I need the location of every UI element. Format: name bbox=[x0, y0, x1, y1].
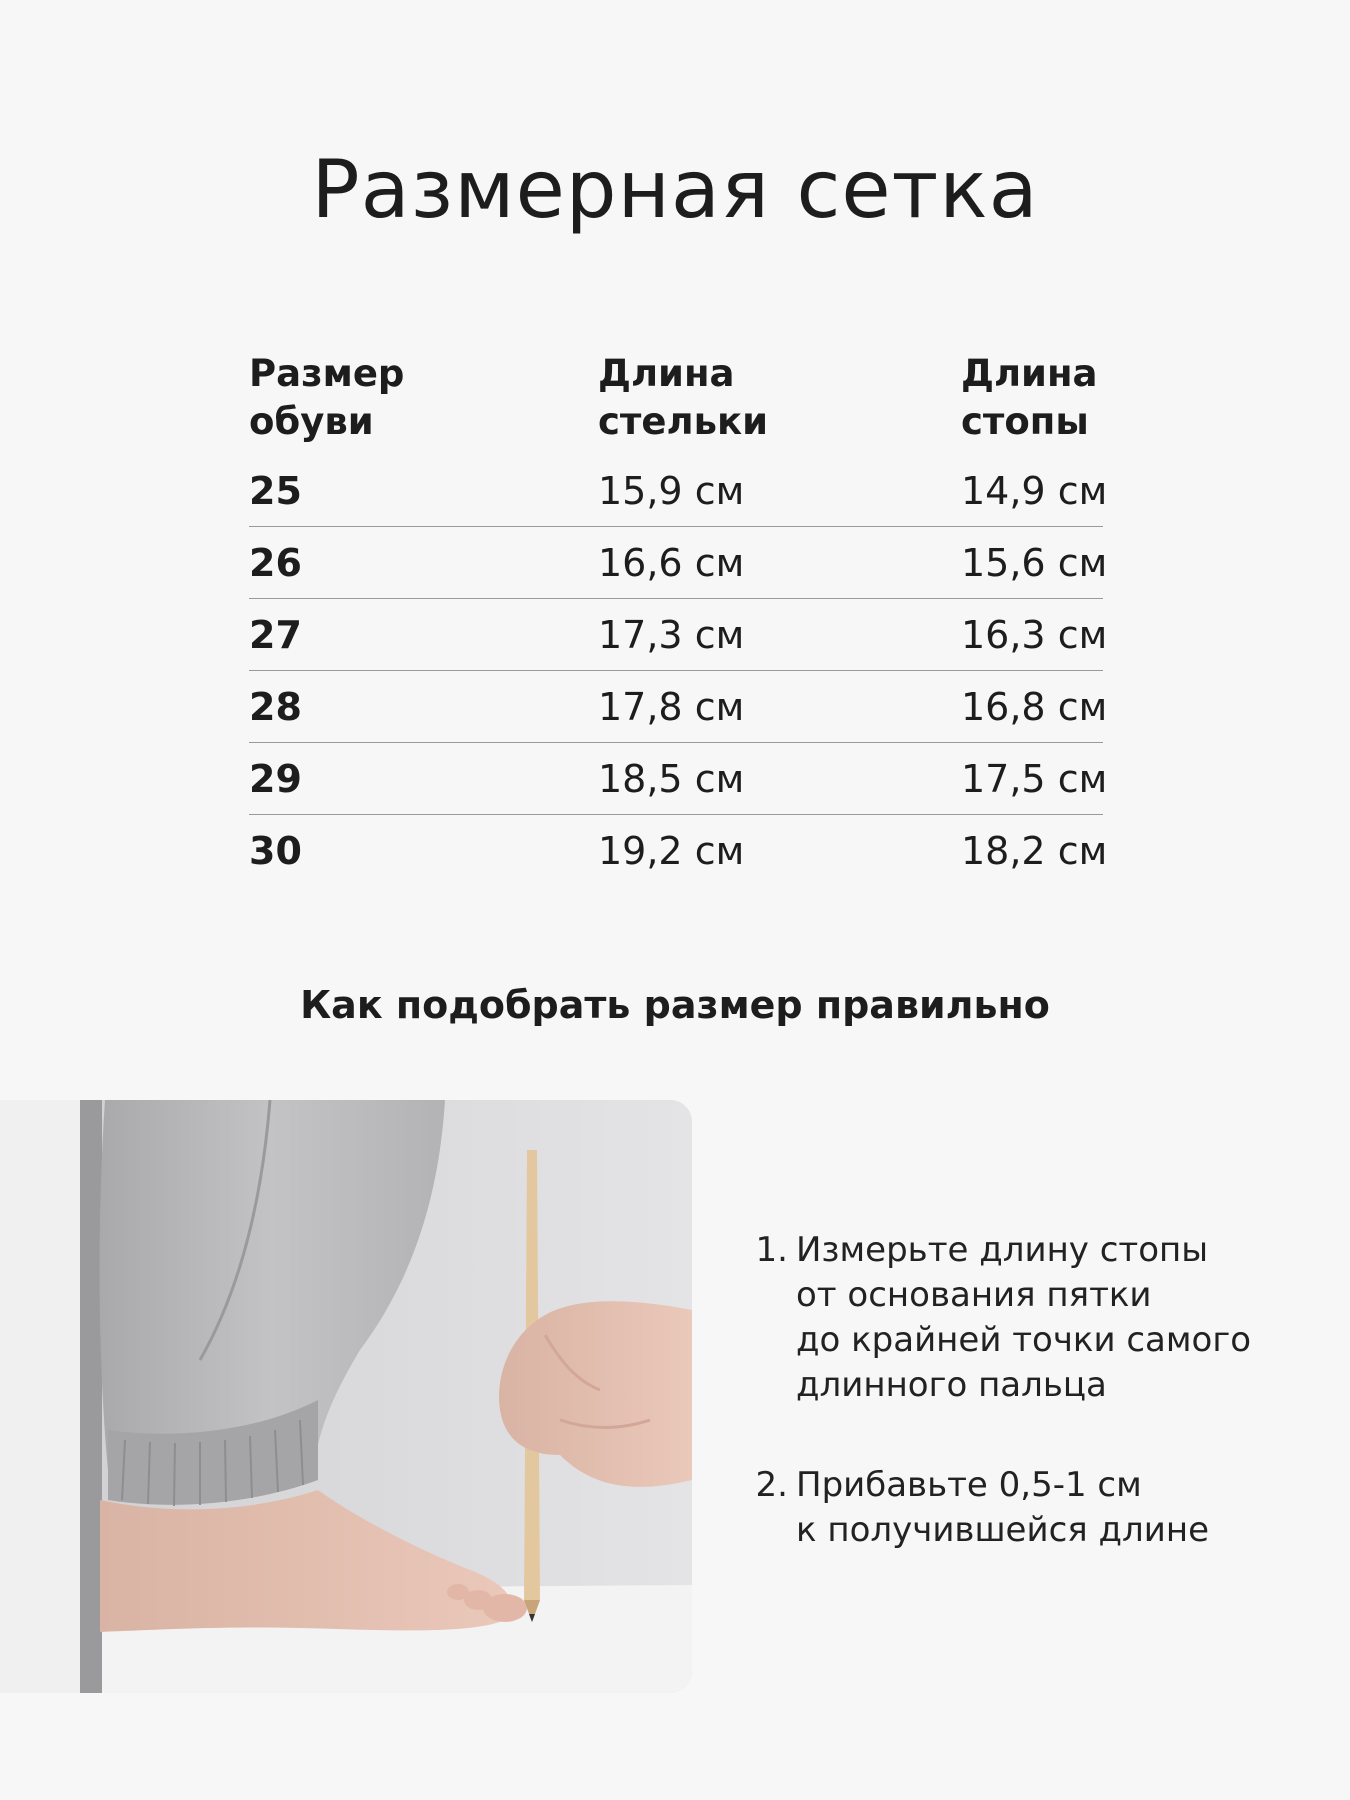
cell-foot: 14,9 см bbox=[961, 468, 1108, 513]
cell-foot: 17,5 см bbox=[961, 756, 1108, 801]
cell-insole: 18,5 см bbox=[598, 756, 745, 801]
step-number: 2. bbox=[755, 1465, 788, 1505]
table-row bbox=[249, 599, 1108, 671]
instructions-list bbox=[745, 1228, 1305, 1608]
section-subtitle: Как подобрать размер правильно bbox=[300, 983, 1050, 1027]
foot-measurement-photo bbox=[0, 1100, 692, 1693]
table-row bbox=[249, 527, 1108, 599]
cell-size: 25 bbox=[249, 468, 302, 513]
step-text: длинного пальца bbox=[796, 1365, 1107, 1405]
header-text: Длина bbox=[961, 352, 1098, 395]
cell-foot: 16,3 см bbox=[961, 612, 1108, 657]
cell-foot: 18,2 см bbox=[961, 828, 1108, 873]
header-text: Размер bbox=[249, 352, 405, 395]
cell-insole: 19,2 см bbox=[598, 828, 745, 873]
table-row bbox=[249, 455, 1108, 527]
cell-foot: 15,6 см bbox=[961, 540, 1108, 585]
cell-size: 29 bbox=[249, 756, 302, 801]
cell-insole: 16,6 см bbox=[598, 540, 745, 585]
header-foot-length bbox=[961, 350, 1103, 455]
header-shoe-size bbox=[249, 350, 598, 455]
step-text: Прибавьте 0,5-1 см bbox=[796, 1465, 1142, 1505]
header-text: обуви bbox=[249, 400, 374, 443]
size-table bbox=[249, 350, 1108, 886]
table-row bbox=[249, 743, 1108, 815]
cell-size: 30 bbox=[249, 828, 302, 873]
step-number: 1. bbox=[755, 1230, 788, 1270]
page-title: Размерная сетка bbox=[311, 143, 1039, 236]
header-text: Длина bbox=[598, 352, 735, 395]
step-text: от основания пятки bbox=[796, 1275, 1152, 1315]
cell-size: 28 bbox=[249, 684, 302, 729]
table-row bbox=[249, 671, 1108, 743]
cell-insole: 15,9 см bbox=[598, 468, 745, 513]
instruction-step bbox=[745, 1228, 1305, 1408]
table-header bbox=[249, 350, 1103, 455]
header-text: стопы bbox=[961, 400, 1089, 443]
table-row bbox=[249, 815, 1108, 886]
cell-size: 27 bbox=[249, 612, 302, 657]
cell-foot: 16,8 см bbox=[961, 684, 1108, 729]
instruction-step bbox=[745, 1463, 1305, 1553]
step-text: Измерьте длину стопы bbox=[796, 1230, 1209, 1270]
cell-size: 26 bbox=[249, 540, 302, 585]
header-insole-length bbox=[598, 350, 961, 455]
cell-insole: 17,8 см bbox=[598, 684, 745, 729]
step-text: до крайней точки самого bbox=[796, 1320, 1251, 1360]
step-text: к получившейся длине bbox=[796, 1510, 1210, 1550]
cell-insole: 17,3 см bbox=[598, 612, 745, 657]
header-text: стельки bbox=[598, 400, 769, 443]
